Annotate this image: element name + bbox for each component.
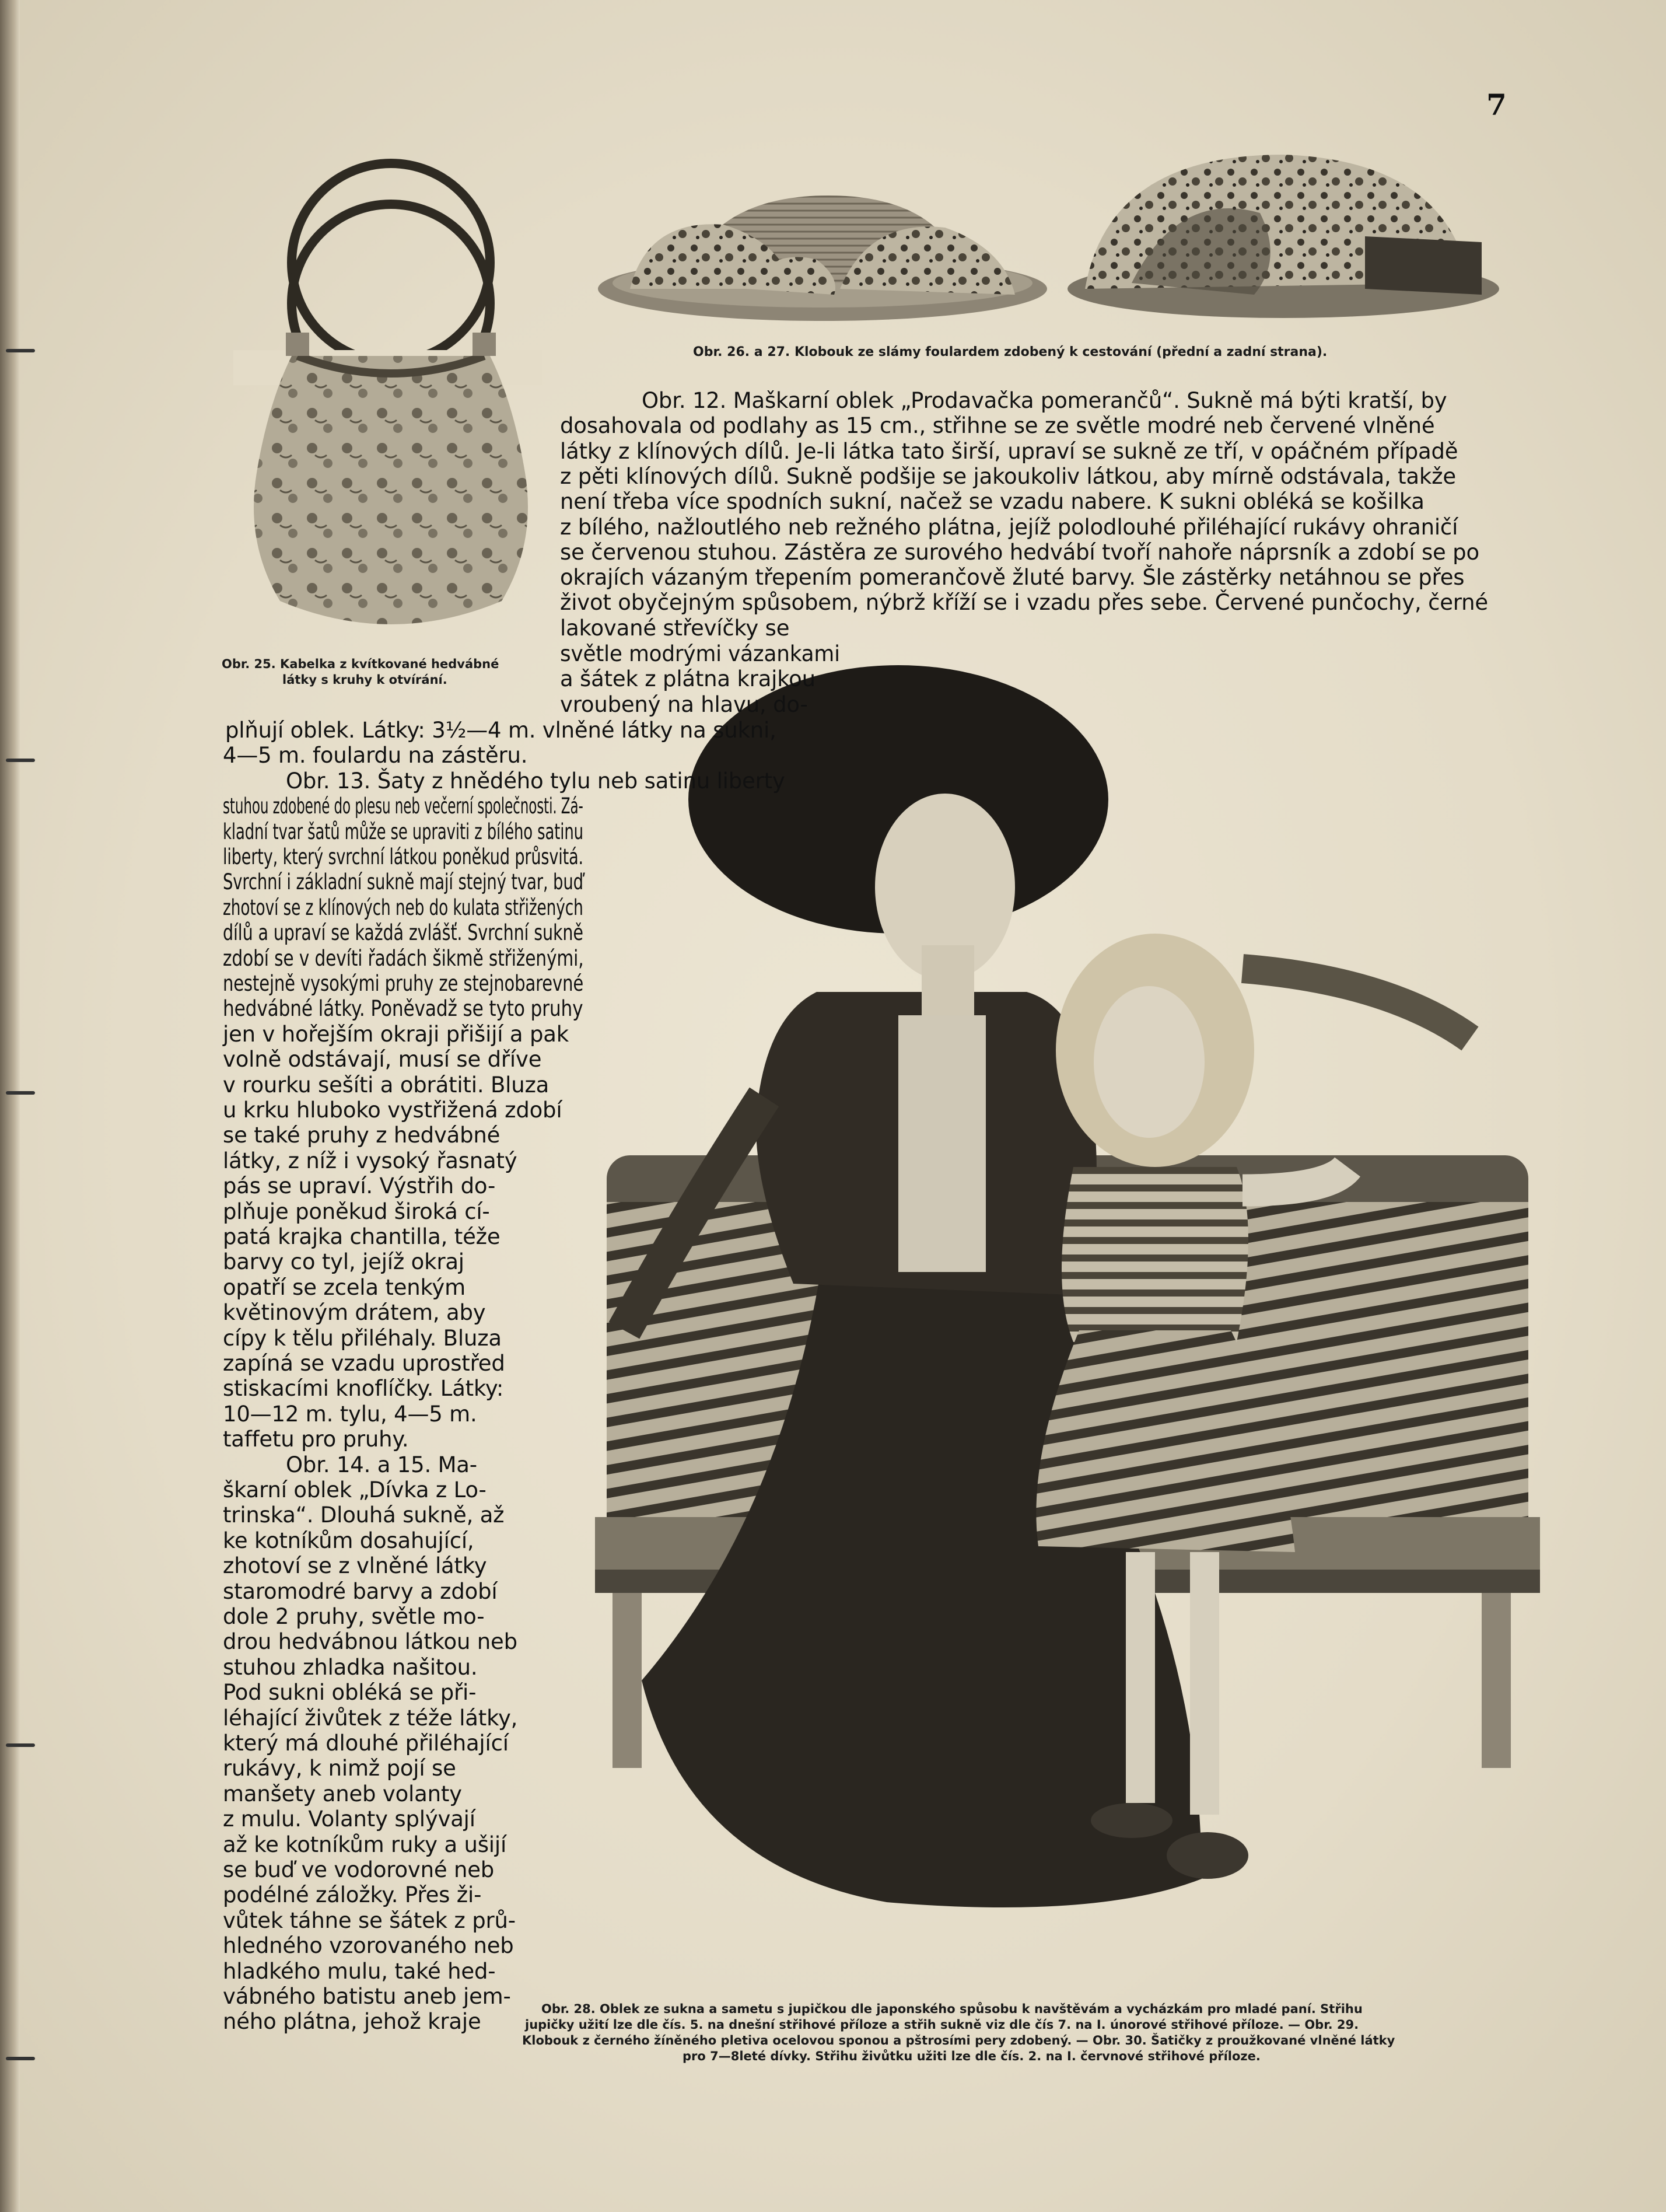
text-left-line: látky, z níž i vysoký řasnatý (223, 1148, 517, 1173)
text-left-line: 4—5 m. foulardu na zástěru. (223, 743, 528, 768)
text-top-line: látky z klínových dílů. Je-li látka tato širší, upraví se sukně ze tří, v opáčném případě (560, 438, 1458, 464)
text-left-line: cípy k tělu přiléhaly. Bluza (223, 1325, 502, 1351)
text-left-line: vábného batistu aneb jem- (223, 1984, 511, 2009)
margin-mark (6, 349, 35, 352)
text-left-line: dílů a upraví se každá zvlášť. Svrchní sukně (223, 920, 583, 946)
text-left-line: Svrchní i základní sukně mají stejný tvar, buď (223, 869, 583, 895)
text-left-line: manšety aneb volanty (223, 1781, 462, 1806)
figure-caption-25-line2: látky s kruhy k otvírání. (282, 673, 447, 687)
text-left-line: liberty, který svrchní látkou poněkud průsvitá. (223, 844, 584, 869)
figure-caption-28-line3: Klobouk z černého žíněného pletiva ocelovou sponou a pštrosími pery zdobený. — Obr. 30. Šatičky z proužkované vlněné látky (522, 2033, 1395, 2047)
text-top-line: z bílého, nažloutlého neb režného plátna, jejíž polodlouhé přiléhající rukávy ohraničí (560, 514, 1458, 540)
page-number: 7 (1486, 88, 1507, 122)
text-left-line: zhotoví se z klínových neb do kulata střižených (223, 894, 583, 920)
text-left-line: léhající živůtek z téže látky, (223, 1705, 518, 1731)
text-left-line: trinska“. Dlouhá sukně, až (223, 1502, 505, 1528)
text-left-line: který má dlouhé přiléhající (223, 1731, 509, 1756)
text-mid-line: světle modrými vázankami (560, 641, 840, 666)
figure-caption-28-line1: Obr. 28. Oblek ze sukna a sametu s jupičkou dle japonského spůsobu k navštěvám a vycházkám pro mladé paní. Střihu (541, 2002, 1363, 2016)
text-left-line: jen v hořejším okraji přišijí a pak (223, 1021, 569, 1047)
text-left-line: Pod sukni obléká se při- (223, 1680, 477, 1706)
text-left-line: v rourku sešíti a obrátiti. Bluza (223, 1072, 550, 1098)
margin-mark (6, 1743, 35, 1747)
text-left-line: barvy co tyl, jejíž okraj (223, 1249, 464, 1275)
text-left-line: patá krajka chantilla, téže (223, 1224, 501, 1249)
text-left-line: rukávy, k nimž pojí se (223, 1756, 456, 1781)
text-left-line: stuhou zhladka našitou. (223, 1654, 478, 1680)
text-left-line: u krku hluboko vystřižená zdobí (223, 1098, 562, 1123)
text-left-line: Obr. 14. a 15. Ma- (286, 1452, 477, 1477)
text-left-line: opatří se zcela tenkým (223, 1274, 466, 1300)
text-left-line: Obr. 13. Šaty z hnědého tylu neb satinu liberty (286, 768, 785, 794)
text-top-line: dosahovala od podlahy as 15 cm., střihne se ze světle modré neb červené vlněné (560, 413, 1435, 439)
margin-mark (6, 1091, 35, 1095)
text-left-line: zhotoví se z vlněné látky (223, 1553, 487, 1579)
text-left-line: stiskacími knoflíčky. Látky: (223, 1376, 504, 1402)
figure-caption-28-line2: jupičky užití lze dle čís. 5. na dnešní střihové příloze a střih sukně viz dle čís 7. na I. únorové střihové příloze. — Obr. 29. (525, 2018, 1359, 2032)
woman-and-girl-illustration (572, 642, 1552, 1990)
text-left-line: plňuje poněkud široká cí- (223, 1198, 490, 1224)
text-mid-line: a šátek z plátna krajkou (560, 666, 816, 691)
text-left-line: se také pruhy z hedvábné (223, 1123, 501, 1148)
text-mid-line: lakované střevíčky se (560, 616, 790, 641)
text-left-line: plňují oblek. Látky: 3½—4 m. vlněné látky na sukni, (225, 718, 776, 743)
text-left-line: staromodré barvy a zdobí (223, 1578, 498, 1604)
text-top-line: z pěti klínových dílů. Sukně podšije se jakoukoliv látkou, aby mírně odstávala, takže (560, 463, 1456, 489)
text-top-line: Obr. 12. Maškarní oblek „Prodavačka pomerančů“. Sukně má býti kratší, by (642, 388, 1447, 413)
text-left-line: vůtek táhne se šátek z prů- (223, 1907, 516, 1933)
text-left-line: volně odstávají, musí se dříve (223, 1047, 542, 1072)
hat-front-illustration (595, 172, 1050, 330)
handbag-illustration (233, 158, 542, 648)
text-left-line: zdobí se v devíti řadách šikmě střiženými, (223, 945, 584, 971)
text-left-line: až ke kotníkům ruky a ušijí (223, 1832, 507, 1857)
text-top-line: okrajích vázaným třepením pomerančově žluté barvy. Šle zástěrky netáhnou se přes (560, 565, 1465, 590)
text-left-line: podélné záložky. Přes ži- (223, 1882, 482, 1908)
text-left-line: hledného vzorovaného neb (223, 1933, 514, 1959)
text-left-line: hladkého mulu, také hed- (223, 1958, 496, 1984)
text-left-line: ke kotníkům dosahující, (223, 1528, 474, 1553)
text-left-line: dole 2 pruhy, světle mo- (223, 1604, 485, 1629)
text-top-line: život obyčejným spůsobem, nýbrž kříží se i vzadu přes sebe. Červené punčochy, černé (560, 590, 1488, 616)
text-mid-line: vroubený na hlavu, do- (560, 691, 808, 717)
figure-caption-26-27: Obr. 26. a 27. Klobouk ze slámy foulardem zdobený k cestování (přední a zadní strana). (693, 345, 1328, 359)
text-left-line: nestejně vysokými pruhy ze stejnobarevné (223, 971, 584, 996)
margin-mark (6, 759, 35, 762)
text-left-line: pás se upraví. Výstřih do- (223, 1173, 496, 1199)
text-left-line: taffetu pro pruhy. (223, 1427, 409, 1452)
figure-caption-28-line4: pro 7—8leté dívky. Střihu živůtku užiti lze dle čís. 2. na I. červnové střihové příloze. (682, 2049, 1261, 2063)
hat-back-illustration (1062, 143, 1505, 330)
text-left-line: škarní oblek „Dívka z Lo- (223, 1477, 487, 1502)
text-left-line: ného plátna, jehož kraje (223, 2009, 481, 2035)
text-left-line: se buď ve vodorovné neb (223, 1857, 495, 1882)
text-left-line: hedvábné látky. Poněvadž se tyto pruhy (223, 996, 583, 1022)
text-left-line: z mulu. Volanty splývají (223, 1806, 475, 1832)
text-left-line: drou hedvábnou látkou neb (223, 1629, 517, 1655)
figure-caption-25-line1: Obr. 25. Kabelka z kvítkované hedvábné (222, 657, 499, 671)
text-left-line: zapíná se vzadu uprostřed (223, 1351, 505, 1376)
margin-mark (6, 2057, 35, 2060)
binding-gutter (0, 0, 20, 2212)
text-top-line: není třeba více spodních sukní, načež se vzadu nabere. K sukni obléká se košilka (560, 489, 1424, 515)
text-top-line: se červenou stuhou. Zástěra ze surového hedvábí tvoří nahoře náprsník a zdobí se po (560, 539, 1479, 565)
text-left-line: stuhou zdobené do plesu neb večerní společnosti. Zá- (223, 794, 583, 819)
text-left-line: kladní tvar šatů může se upraviti z bílého satinu (223, 819, 583, 844)
text-left-line: květinovým drátem, aby (223, 1300, 486, 1326)
text-left-line: 10—12 m. tylu, 4—5 m. (223, 1401, 477, 1427)
